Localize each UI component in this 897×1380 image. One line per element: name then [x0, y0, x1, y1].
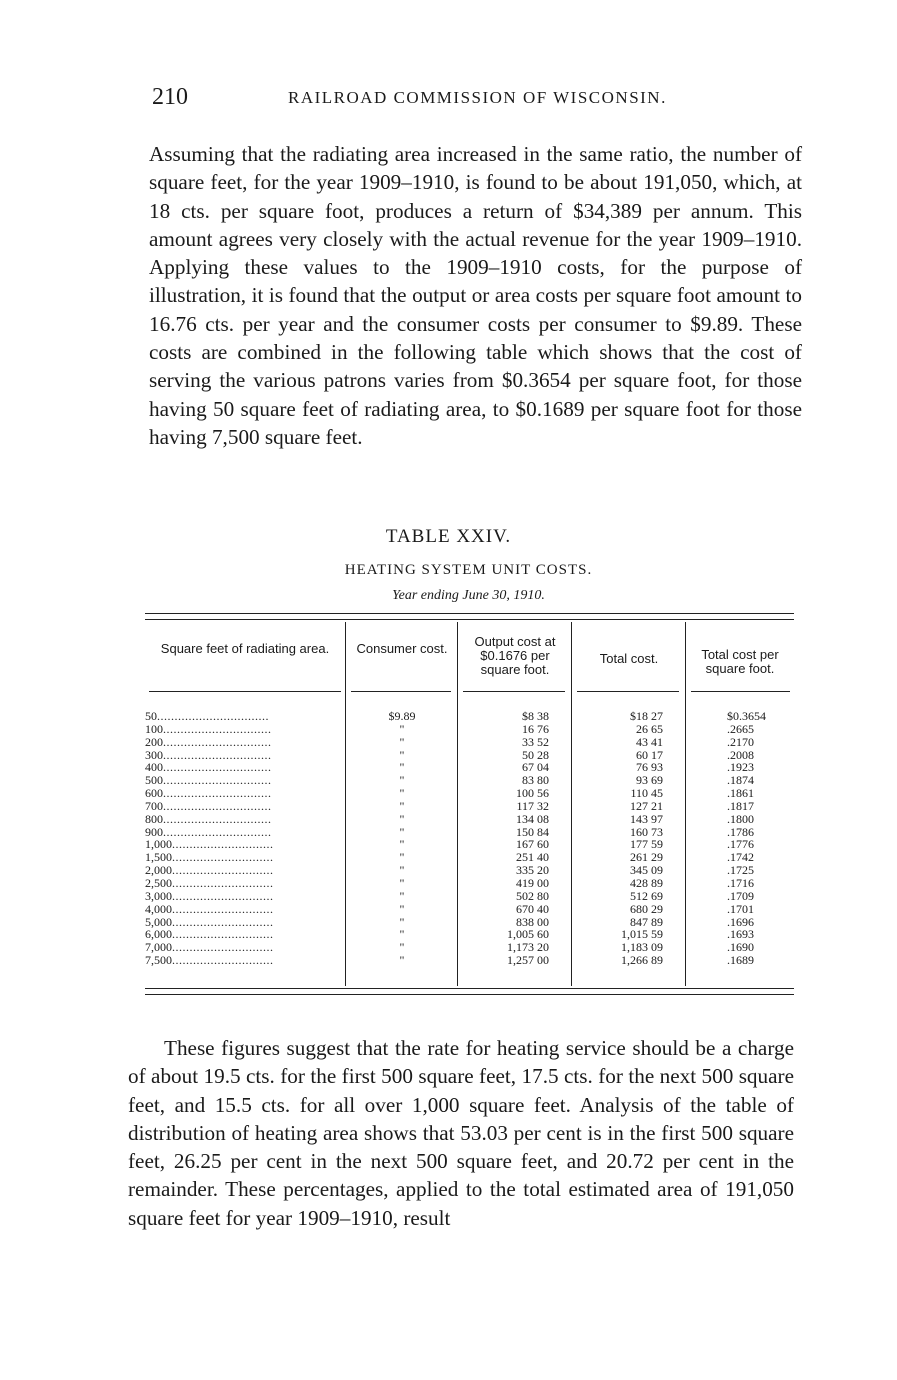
dot-leader: ............................. [172, 940, 274, 955]
dot-leader: ............................. [172, 914, 274, 929]
table-top-rule [145, 613, 794, 614]
table-cell-output: 50 28 [522, 747, 549, 762]
table-cell-consumer: " [399, 888, 405, 903]
table-subtitle: HEATING SYSTEM UNIT COSTS. [344, 562, 593, 578]
table-cell-per-foot: .1716 [727, 875, 754, 890]
table-cell-per-foot: .1693 [727, 927, 754, 942]
dot-leader: ............................... [163, 811, 272, 826]
table-top-rule-inner [145, 619, 794, 620]
header-rule [691, 691, 790, 692]
table-cell-per-foot: .1742 [727, 850, 754, 865]
column-per-foot [727, 710, 787, 967]
area-value: 7,500 [145, 953, 172, 968]
table-cell-consumer: " [399, 798, 405, 813]
dot-leader: ................................ [157, 709, 269, 723]
table-cell-consumer: " [399, 953, 405, 968]
header-rule [577, 691, 679, 692]
table-cell-consumer: " [399, 773, 405, 788]
column-divider [685, 622, 686, 986]
table-cell-output: 838 00 [516, 914, 549, 929]
column-divider [345, 622, 346, 986]
table-cell-output: 670 40 [516, 901, 549, 916]
table-cell-consumer: " [399, 811, 405, 826]
column-area [145, 710, 341, 967]
table-cell-total: 43 41 [636, 734, 663, 749]
header-area: Square feet of radiating area. [160, 641, 330, 656]
table-cell-output: 1,173 20 [507, 940, 549, 955]
table-cell-total: 127 21 [630, 798, 663, 813]
table-cell-total: 1,183 09 [621, 940, 663, 955]
header-per-foot: Total cost per square foot. [701, 647, 779, 676]
table-cell-per-foot: .2170 [727, 734, 754, 749]
table-cell-consumer: " [399, 760, 405, 775]
table-cell-per-foot: .1817 [727, 798, 754, 813]
table-cell-per-foot: $0.3654 [727, 709, 766, 723]
table-cell-per-foot: .1701 [727, 901, 754, 916]
table-cell-total: 1,015 59 [621, 927, 663, 942]
header-rule [351, 691, 451, 692]
table-cell-consumer: " [399, 940, 405, 955]
dot-leader: ............................. [172, 901, 274, 916]
dot-leader: ............................... [163, 798, 272, 813]
area-value: 1,500 [145, 850, 172, 865]
table-cell-per-foot: .1689 [727, 953, 754, 968]
table-cell-output: 67 04 [522, 760, 549, 775]
table-cell-per-foot: .1690 [727, 940, 754, 955]
table-cell-per-foot: .1776 [727, 837, 754, 852]
dot-leader: ............................... [163, 786, 272, 801]
table-cell-per-foot: .2665 [727, 721, 754, 736]
table-cell-consumer: " [399, 901, 405, 916]
column-consumer [347, 710, 457, 967]
dot-leader: ............................... [163, 747, 272, 762]
table-cell-output: 1,257 00 [507, 953, 549, 968]
area-value: 400 [145, 760, 163, 775]
column-output [457, 710, 549, 967]
table-cell-total: 177 59 [630, 837, 663, 852]
dot-leader: ............................. [172, 927, 274, 942]
header-rule [149, 691, 341, 692]
dot-leader: ............................... [163, 721, 272, 736]
table-cell-consumer: " [399, 927, 405, 942]
table-cell-output: 33 52 [522, 734, 549, 749]
unit-costs-table [145, 606, 794, 1008]
table-bottom-rule-inner [145, 994, 794, 995]
dot-leader: ............................. [172, 850, 274, 865]
table-cell-output: 419 00 [516, 875, 549, 890]
paragraph-rates: These figures suggest that the rate for heating service should be a charge of about 19.5 cts. for the first 500 square feet, 17.5 cts. for the next 500 square feet, and 15.5 cts. for all over 1,000 square feet. Analysis of the table of distribution of heating area shows that 53.03 per cent is in the first 500 square feet, 26.25 per cent in the next 500 square feet, and 20.72 per cent in the remainder. These percentages, applied to the total estimated area of 191,050 square feet for year 1909–1910, result [128, 1036, 794, 1230]
table-cell-consumer: " [399, 875, 405, 890]
header-output: Output cost at $0.1676 per square foot. [474, 634, 556, 677]
area-value: 6,000 [145, 927, 172, 942]
column-total [570, 710, 663, 967]
table-cell-output: $8 38 [522, 709, 549, 723]
area-value: 300 [145, 747, 163, 762]
table-cell-consumer: " [399, 837, 405, 852]
table-cell-consumer: $9.89 [388, 709, 416, 723]
table-cell-output: 134 08 [516, 811, 549, 826]
running-head: RAILROAD COMMISSION OF WISCONSIN. [288, 88, 667, 107]
table-cell-total: 160 73 [630, 824, 663, 839]
dot-leader: ............................. [172, 837, 274, 852]
dot-leader: ............................. [172, 888, 274, 903]
table-cell-consumer: " [399, 914, 405, 929]
dot-leader: ............................. [172, 863, 274, 878]
dot-leader: ............................. [172, 875, 274, 890]
dot-leader: ............................... [163, 824, 272, 839]
area-value: 500 [145, 773, 163, 788]
table-cell-per-foot: .1725 [727, 863, 754, 878]
table-cell-total: 60 17 [636, 747, 663, 762]
table-cell-consumer: " [399, 734, 405, 749]
area-value: 200 [145, 734, 163, 749]
table-cell-total: 512 69 [630, 888, 663, 903]
area-value: 800 [145, 811, 163, 826]
table-period: Year ending June 30, 1910. [392, 588, 545, 603]
table-cell-consumer: " [399, 850, 405, 865]
table-cell-output: 117 32 [516, 798, 549, 813]
table-title: TABLE XXIV. [385, 526, 512, 547]
table-cell-output: 150 84 [516, 824, 549, 839]
table-cell-total: 93 69 [636, 773, 663, 788]
dot-leader: ............................... [163, 734, 272, 749]
area-value: 900 [145, 824, 163, 839]
header-total: Total cost. [599, 651, 659, 666]
table-cell-consumer: " [399, 721, 405, 736]
table-cell-total: 1,266 89 [621, 953, 663, 968]
table-cell-total: 847 89 [630, 914, 663, 929]
table-cell-area [145, 954, 341, 967]
table-cell-consumer: " [399, 824, 405, 839]
table-cell-total: 76 93 [636, 760, 663, 775]
dot-leader: ............................... [163, 760, 272, 775]
area-value: 600 [145, 786, 163, 801]
table-cell-total: 345 09 [630, 863, 663, 878]
area-value: 2,000 [145, 863, 172, 878]
table-cell-output: 502 80 [516, 888, 549, 903]
table-cell-per-foot: .1696 [727, 914, 754, 929]
area-value: 1,000 [145, 837, 172, 852]
table-cell-per-foot: .1874 [727, 773, 754, 788]
dot-leader: ............................. [172, 953, 274, 968]
table-cell-consumer: " [399, 786, 405, 801]
table-cell-total: 261 29 [630, 850, 663, 865]
area-value: 50 [145, 709, 157, 723]
table-cell-output: 251 40 [516, 850, 549, 865]
table-cell-output: 335 20 [516, 863, 549, 878]
table-cell-total: 680 29 [630, 901, 663, 916]
header-rule [463, 691, 565, 692]
area-value: 7,000 [145, 940, 172, 955]
table-cell-output: 100 56 [516, 786, 549, 801]
table-cell-consumer: " [399, 747, 405, 762]
area-value: 100 [145, 721, 163, 736]
table-cell-output: 1,005 60 [507, 927, 549, 942]
table-cell-per-foot: .1861 [727, 786, 754, 801]
table-cell-total: $18 27 [630, 709, 663, 723]
area-value: 3,000 [145, 888, 172, 903]
table-cell-total: 110 45 [630, 786, 663, 801]
paragraph-intro: Assuming that the radiating area increased in the same ratio, the number of square feet, for the year 1909–1910, is found to be about 191,050, which, at 18 cts. per square foot, produces a return of $34,389 per annum. This amount agrees very closely with the actual revenue for the year 1909–1910. Applying these values to the 1909–1910 costs, for the purpose of illustration, it is found that the output or area costs per square foot amount to 16.76 cts. per year and the consumer costs per consumer to $9.89. These costs are combined in the following table which shows that the cost of serving the various patrons varies from $0.3654 per square foot, for those having 50 square feet of radiating area, to $0.1689 per square foot for those having 7,500 square feet. [149, 142, 802, 449]
table-cell-output: 83 80 [522, 773, 549, 788]
table-bottom-rule [145, 988, 794, 989]
area-value: 4,000 [145, 901, 172, 916]
area-value: 700 [145, 798, 163, 813]
table-cell-consumer: " [399, 863, 405, 878]
table-cell-per-foot: .1800 [727, 811, 754, 826]
table-cell-total: 143 97 [630, 811, 663, 826]
page-number: 210 [152, 84, 188, 110]
table-cell-total: 26 65 [636, 721, 663, 736]
area-value: 5,000 [145, 914, 172, 929]
area-value: 2,500 [145, 875, 172, 890]
table-cell-output: 167 60 [516, 837, 549, 852]
header-consumer: Consumer cost. [356, 641, 448, 656]
table-cell-total: 428 89 [630, 875, 663, 890]
page-header [148, 84, 798, 114]
table-cell-output: 16 76 [522, 721, 549, 736]
table-cell-per-foot: .1923 [727, 760, 754, 775]
table-cell-per-foot: .1709 [727, 888, 754, 903]
dot-leader: ............................... [163, 773, 272, 788]
table-cell-per-foot: .1786 [727, 824, 754, 839]
table-cell-per-foot: .2008 [727, 747, 754, 762]
